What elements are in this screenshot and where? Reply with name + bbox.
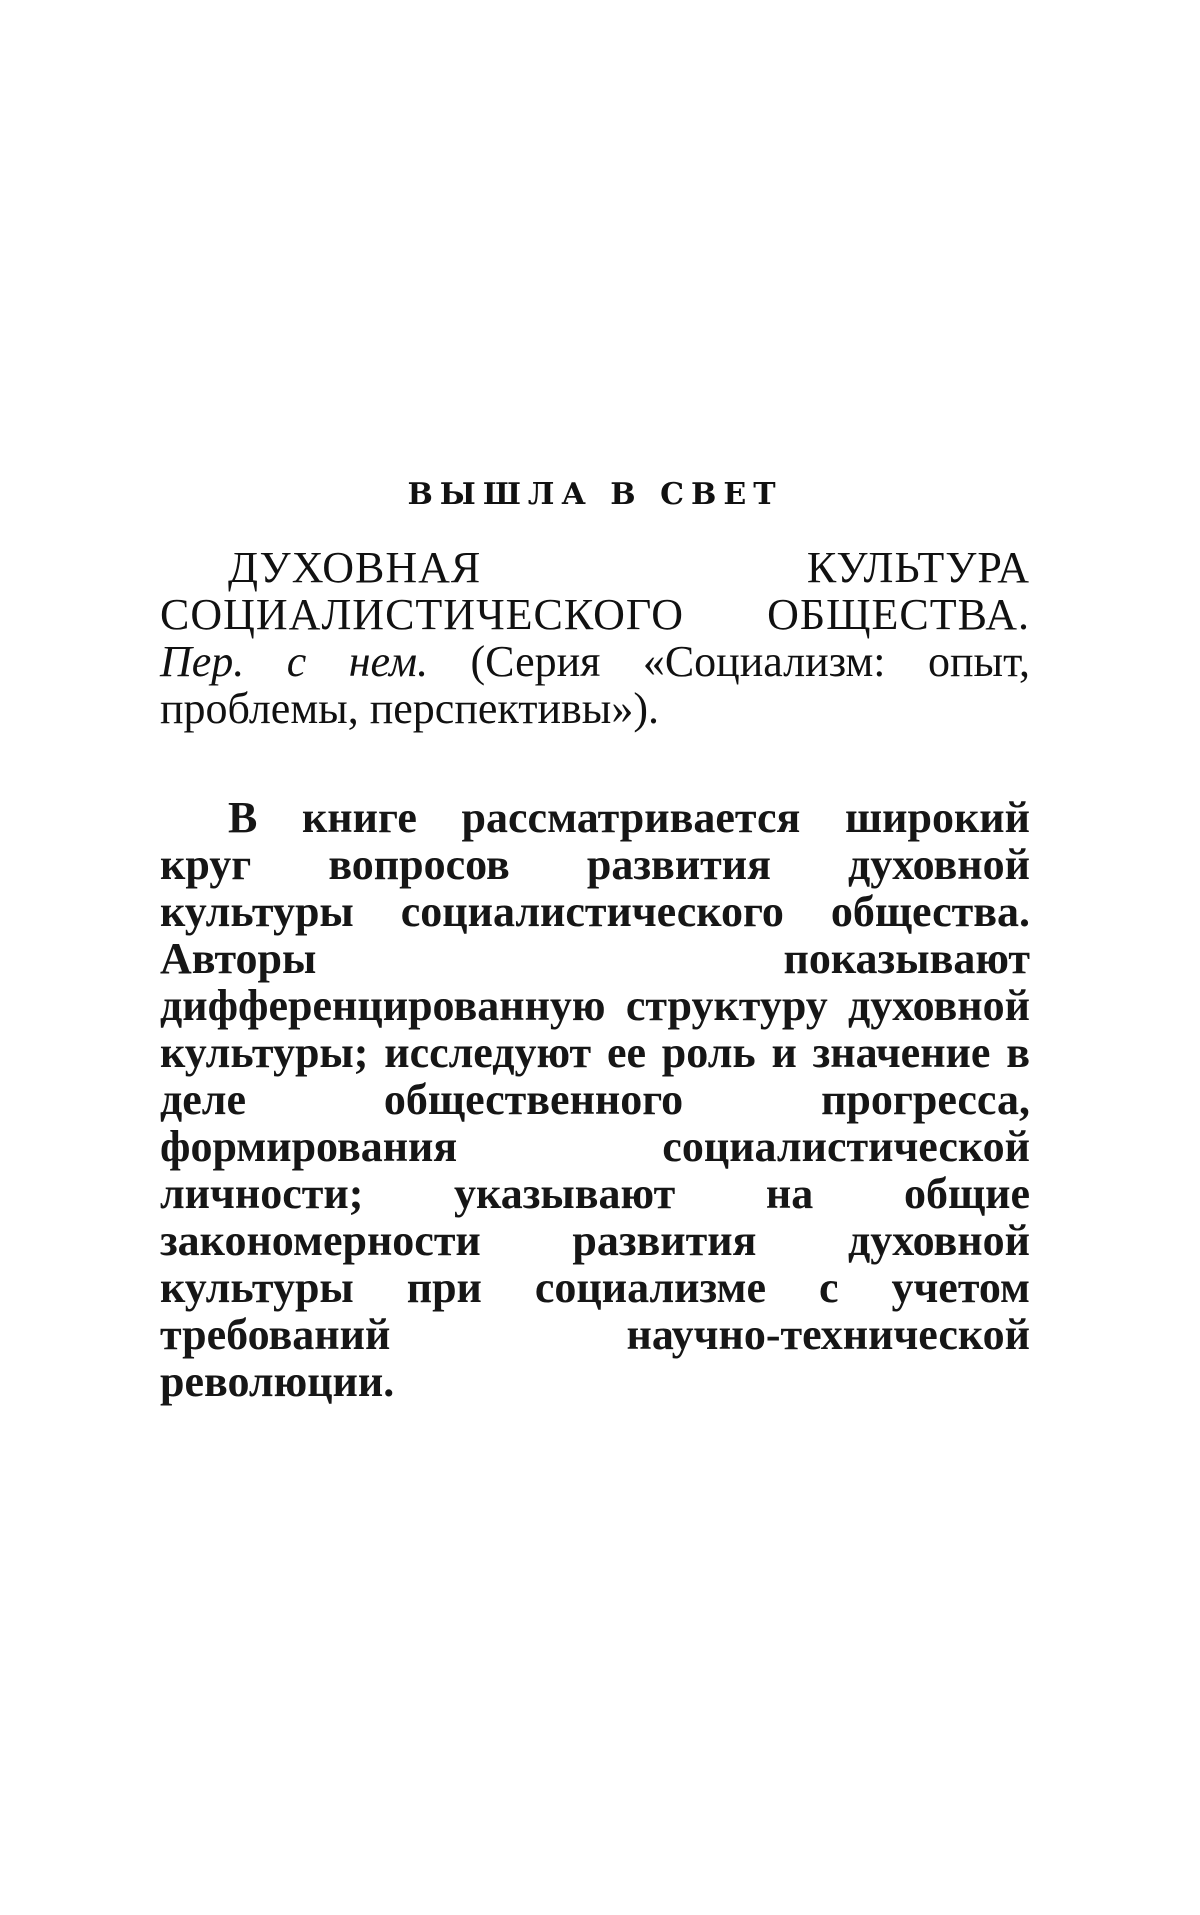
book-title: ДУХОВНАЯ КУЛЬТУРА СОЦИАЛИСТИЧЕСКОГО ОБЩЕСТВА. (160, 543, 1030, 639)
translation-note: Пер. с нем. (160, 637, 429, 686)
announcement-heading: ВЫШЛА В СВЕТ (407, 477, 783, 512)
announcement-block (160, 477, 1030, 1406)
series-note: (Серия «Социализм: опыт, проблемы, перспективы»). (160, 637, 1030, 733)
book-annotation: В книге рассматривается широкий круг вопросов развития духовной культуры социалистического общества. Авторы показывают дифференцированную структуру духовной культуры; исследуют ее роль и значение в деле общественного прогресса, формирования социалистической личности; указывают на общие закономерности развития духовной культуры при социализме с учетом требований научно-технической революции. (160, 793, 1030, 1406)
book-entry (160, 544, 1030, 732)
